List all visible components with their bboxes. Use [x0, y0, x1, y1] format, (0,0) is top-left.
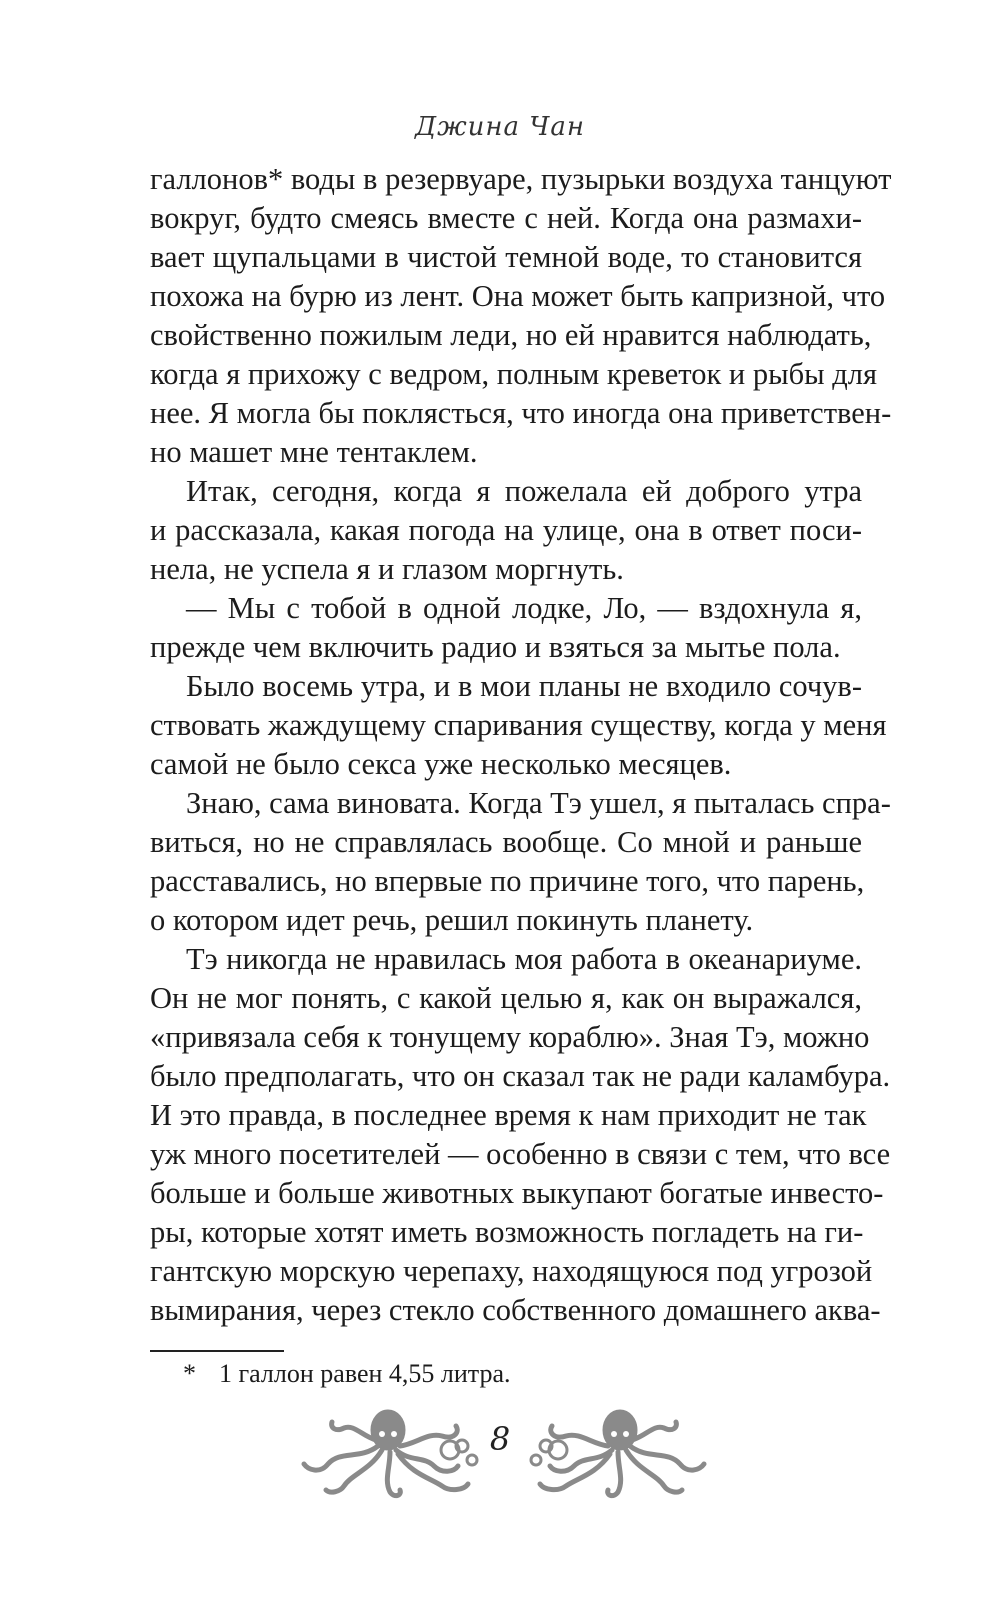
- text-line: вает щупальцами в чистой темной воде, то становится: [150, 240, 862, 274]
- text-line: виться, но не справлялась вообще. Со мной и раньше: [150, 825, 862, 859]
- text-line: свойственно пожилым леди, но ей нравится наблюдать,: [150, 318, 872, 352]
- text-line: галлонов* воды в резервуаре, пузырьки воздуха танцуют: [150, 162, 892, 196]
- text-line: И это правда, в последнее время к нам приходит не так: [150, 1098, 867, 1132]
- page-number: 8: [489, 1420, 511, 1458]
- text-line: Итак, сегодня, когда я пожелала ей доброго утра: [186, 474, 862, 508]
- text-line: ры, которые хотят иметь возможность погладеть на ги-: [150, 1215, 864, 1249]
- text-line: больше и больше животных выкупают богатые инвесто-: [150, 1176, 884, 1210]
- text-line: нее. Я могла бы поклясться, что иногда она приветствен-: [150, 396, 892, 430]
- running-head: Джина Чан: [414, 112, 586, 142]
- main-text: [150, 160, 892, 1330]
- text-line: но машет мне тентаклем.: [150, 435, 478, 469]
- text-line: похожа на бурю из лент. Она может быть капризной, что: [150, 279, 886, 313]
- text-line: — Мы с тобой в одной лодке, Ло, — вздохнула я,: [186, 591, 862, 625]
- footnote: [183, 1357, 511, 1391]
- text-line: прежде чем включить радио и взяться за мытье пола.: [150, 630, 841, 664]
- text-line: вымирания, через стекло собственного домашнего аква-: [150, 1293, 881, 1327]
- text-line: «привязала себя к тонущему кораблю». Зная Тэ, можно: [150, 1020, 870, 1054]
- text-line: ствовать жаждущему спаривания существу, когда у меня: [150, 708, 887, 742]
- text-line: когда я прихожу с ведром, полным креветок и рыбы для: [150, 357, 877, 391]
- text-line: вокруг, будто смеясь вместе с ней. Когда она размахи-: [150, 201, 862, 235]
- text-line: Он не мог понять, с какой целью я, как он выражался,: [150, 981, 862, 1015]
- footnote-rule: [150, 1350, 284, 1352]
- octopus-ornament-right-icon: [518, 1400, 708, 1500]
- footnote-text: 1 галлон равен 4,55 литра.: [219, 1359, 511, 1388]
- text-line: было предполагать, что он сказал так не ради каламбура.: [150, 1059, 891, 1093]
- text-line: уж много посетителей — особенно в связи с тем, что все: [150, 1137, 891, 1171]
- text-line: и рассказала, какая погода на улице, она в ответ поси-: [150, 513, 862, 547]
- text-line: самой не было секса уже несколько месяцев.: [150, 747, 732, 781]
- text-line: Знаю, сама виновата. Когда Тэ ушел, я пыталась спра-: [186, 786, 891, 820]
- text-line: нела, не успела я и глазом моргнуть.: [150, 552, 624, 586]
- text-line: расставались, но впервые по причине того, что парень,: [150, 864, 865, 898]
- page-footer: [0, 1400, 1000, 1510]
- text-line: Тэ никогда не нравилась моя работа в океанариуме.: [186, 942, 862, 976]
- text-line: Было восемь утра, и в мои планы не входило сочув-: [186, 669, 862, 703]
- footnote-marker: *: [183, 1359, 196, 1388]
- text-line: о котором идет речь, решил покинуть планету.: [150, 903, 754, 937]
- text-line: гантскую морскую черепаху, находящуюся под угрозой: [150, 1254, 873, 1288]
